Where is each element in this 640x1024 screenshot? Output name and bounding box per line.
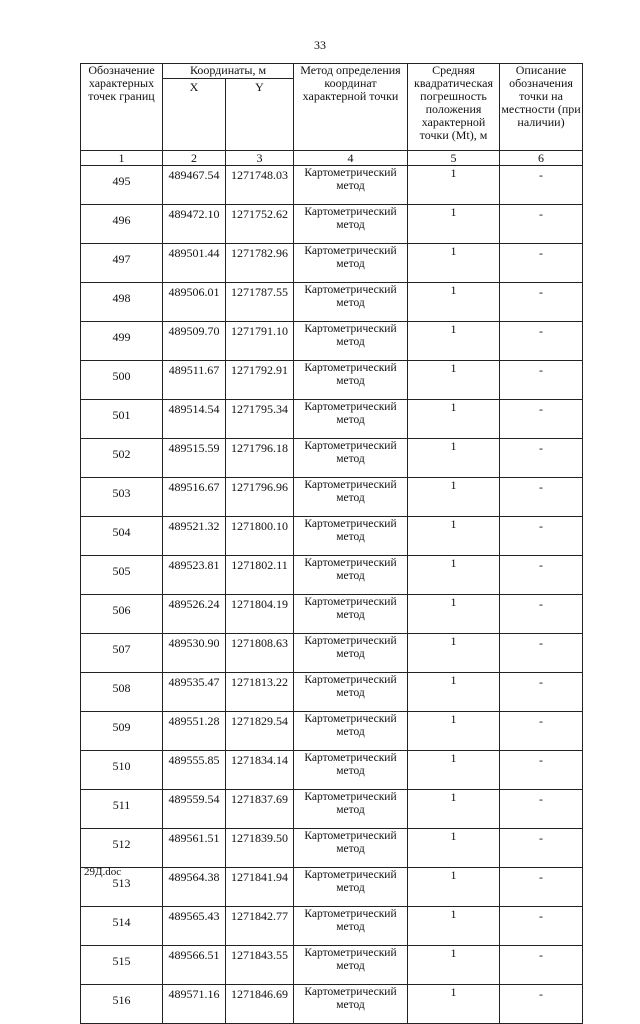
description-cell: - [500, 829, 583, 868]
method-cell: Картометрический метод [294, 946, 408, 985]
accuracy-cell: 1 [408, 205, 500, 244]
accuracy-cell: 1 [408, 868, 500, 907]
accuracy-cell: 1 [408, 946, 500, 985]
y-coordinate-cell: 1271839.50 [226, 829, 294, 868]
x-coordinate-cell: 489467.54 [163, 166, 226, 205]
accuracy-cell: 1 [408, 595, 500, 634]
x-coordinate-cell: 489555.85 [163, 751, 226, 790]
y-coordinate-cell: 1271800.10 [226, 517, 294, 556]
description-cell: - [500, 985, 583, 1024]
table-row [81, 595, 583, 634]
point-cell: 516 [81, 985, 163, 1024]
y-coordinate-cell: 1271796.18 [226, 439, 294, 478]
table-row [81, 400, 583, 439]
method-cell: Картометрический метод [294, 712, 408, 751]
footer-filename: 29Д.doc [84, 866, 122, 878]
description-cell: - [500, 361, 583, 400]
accuracy-cell: 1 [408, 283, 500, 322]
description-cell: - [500, 205, 583, 244]
y-coordinate-cell: 1271795.34 [226, 400, 294, 439]
accuracy-cell: 1 [408, 478, 500, 517]
column-number-row [81, 151, 583, 166]
accuracy-cell: 1 [408, 517, 500, 556]
point-cell: 495 [81, 166, 163, 205]
point-cell: 502 [81, 439, 163, 478]
x-coordinate-cell: 489561.51 [163, 829, 226, 868]
description-cell: - [500, 790, 583, 829]
y-coordinate-cell: 1271841.94 [226, 868, 294, 907]
accuracy-cell: 1 [408, 712, 500, 751]
y-coordinate-cell: 1271804.19 [226, 595, 294, 634]
table-body [81, 166, 583, 1024]
accuracy-cell: 1 [408, 751, 500, 790]
point-cell: 504 [81, 517, 163, 556]
coordinates-table [80, 63, 583, 1024]
method-cell: Картометрический метод [294, 283, 408, 322]
method-cell: Картометрический метод [294, 166, 408, 205]
table-row [81, 205, 583, 244]
method-cell: Картометрический метод [294, 634, 408, 673]
table-row [81, 790, 583, 829]
table-row [81, 478, 583, 517]
y-coordinate-cell: 1271752.62 [226, 205, 294, 244]
method-cell: Картометрический метод [294, 595, 408, 634]
description-cell: - [500, 907, 583, 946]
y-coordinate-cell: 1271837.69 [226, 790, 294, 829]
x-coordinate-cell: 489565.43 [163, 907, 226, 946]
accuracy-cell: 1 [408, 790, 500, 829]
x-coordinate-cell: 489511.67 [163, 361, 226, 400]
description-cell: - [500, 517, 583, 556]
y-coordinate-cell: 1271829.54 [226, 712, 294, 751]
method-cell: Картометрический метод [294, 790, 408, 829]
method-cell: Картометрический метод [294, 985, 408, 1024]
table-row [81, 361, 583, 400]
x-coordinate-cell: 489526.24 [163, 595, 226, 634]
accuracy-cell: 1 [408, 322, 500, 361]
table-row [81, 634, 583, 673]
point-cell: 514 [81, 907, 163, 946]
point-cell: 499 [81, 322, 163, 361]
x-coordinate-cell: 489506.01 [163, 283, 226, 322]
x-coordinate-cell: 489551.28 [163, 712, 226, 751]
point-cell: 496 [81, 205, 163, 244]
point-cell: 509 [81, 712, 163, 751]
table-row [81, 868, 583, 907]
description-cell: - [500, 166, 583, 205]
column-number: 2 [163, 151, 226, 166]
y-coordinate-cell: 1271792.91 [226, 361, 294, 400]
accuracy-cell: 1 [408, 439, 500, 478]
header-method: Метод определения координат характерной точки [294, 64, 408, 151]
page-number: 33 [314, 38, 326, 52]
description-cell: - [500, 868, 583, 907]
y-coordinate-cell: 1271813.22 [226, 673, 294, 712]
x-coordinate-cell: 489535.47 [163, 673, 226, 712]
x-coordinate-cell: 489566.51 [163, 946, 226, 985]
point-cell: 503 [81, 478, 163, 517]
header-point: Обозначение характерных точек границ [81, 64, 163, 151]
x-coordinate-cell: 489523.81 [163, 556, 226, 595]
y-coordinate-cell: 1271796.96 [226, 478, 294, 517]
method-cell: Картометрический метод [294, 361, 408, 400]
accuracy-cell: 1 [408, 829, 500, 868]
method-cell: Картометрический метод [294, 868, 408, 907]
table-row [81, 283, 583, 322]
header-description: Описание обозначения точки на местности (при наличии) [500, 64, 583, 151]
method-cell: Картометрический метод [294, 517, 408, 556]
x-coordinate-cell: 489509.70 [163, 322, 226, 361]
table-row [81, 829, 583, 868]
accuracy-cell: 1 [408, 634, 500, 673]
y-coordinate-cell: 1271787.55 [226, 283, 294, 322]
point-cell: 512 [81, 829, 163, 868]
column-number: 4 [294, 151, 408, 166]
method-cell: Картометрический метод [294, 907, 408, 946]
method-cell: Картометрический метод [294, 829, 408, 868]
y-coordinate-cell: 1271842.77 [226, 907, 294, 946]
y-coordinate-cell: 1271782.96 [226, 244, 294, 283]
x-coordinate-cell: 489559.54 [163, 790, 226, 829]
point-cell: 510 [81, 751, 163, 790]
table-row [81, 244, 583, 283]
x-coordinate-cell: 489530.90 [163, 634, 226, 673]
method-cell: Картометрический метод [294, 244, 408, 283]
point-cell: 501 [81, 400, 163, 439]
description-cell: - [500, 400, 583, 439]
point-cell: 515 [81, 946, 163, 985]
description-cell: - [500, 322, 583, 361]
x-coordinate-cell: 489571.16 [163, 985, 226, 1024]
description-cell: - [500, 712, 583, 751]
x-coordinate-cell: 489514.54 [163, 400, 226, 439]
header-coords: Координаты, м [163, 64, 294, 79]
point-cell: 505 [81, 556, 163, 595]
table-row [81, 439, 583, 478]
table-row [81, 751, 583, 790]
y-coordinate-cell: 1271846.69 [226, 985, 294, 1024]
y-coordinate-cell: 1271791.10 [226, 322, 294, 361]
point-cell: 500 [81, 361, 163, 400]
description-cell: - [500, 439, 583, 478]
table-row [81, 166, 583, 205]
point-cell: 511 [81, 790, 163, 829]
method-cell: Картометрический метод [294, 556, 408, 595]
accuracy-cell: 1 [408, 556, 500, 595]
accuracy-cell: 1 [408, 673, 500, 712]
accuracy-cell: 1 [408, 166, 500, 205]
method-cell: Картометрический метод [294, 478, 408, 517]
table-row [81, 907, 583, 946]
description-cell: - [500, 556, 583, 595]
point-cell: 513 [81, 868, 163, 907]
point-cell: 498 [81, 283, 163, 322]
point-cell: 508 [81, 673, 163, 712]
header-x: X [163, 79, 226, 151]
description-cell: - [500, 946, 583, 985]
point-cell: 507 [81, 634, 163, 673]
column-number: 3 [226, 151, 294, 166]
table-row [81, 322, 583, 361]
accuracy-cell: 1 [408, 985, 500, 1024]
description-cell: - [500, 283, 583, 322]
description-cell: - [500, 634, 583, 673]
x-coordinate-cell: 489515.59 [163, 439, 226, 478]
accuracy-cell: 1 [408, 244, 500, 283]
header-y: Y [226, 79, 294, 151]
header-accuracy: Средняя квадратическая погрешность положения характерной точки (Mt), м [408, 64, 500, 151]
description-cell: - [500, 595, 583, 634]
table-row [81, 985, 583, 1024]
column-number: 5 [408, 151, 500, 166]
y-coordinate-cell: 1271808.63 [226, 634, 294, 673]
table-row [81, 556, 583, 595]
x-coordinate-cell: 489501.44 [163, 244, 226, 283]
accuracy-cell: 1 [408, 361, 500, 400]
y-coordinate-cell: 1271748.03 [226, 166, 294, 205]
y-coordinate-cell: 1271834.14 [226, 751, 294, 790]
y-coordinate-cell: 1271802.11 [226, 556, 294, 595]
column-number: 6 [500, 151, 583, 166]
description-cell: - [500, 751, 583, 790]
accuracy-cell: 1 [408, 400, 500, 439]
table-row [81, 712, 583, 751]
column-number: 1 [81, 151, 163, 166]
point-cell: 506 [81, 595, 163, 634]
x-coordinate-cell: 489564.38 [163, 868, 226, 907]
x-coordinate-cell: 489516.67 [163, 478, 226, 517]
description-cell: - [500, 478, 583, 517]
method-cell: Картометрический метод [294, 751, 408, 790]
x-coordinate-cell: 489472.10 [163, 205, 226, 244]
y-coordinate-cell: 1271843.55 [226, 946, 294, 985]
accuracy-cell: 1 [408, 907, 500, 946]
description-cell: - [500, 244, 583, 283]
table-row [81, 946, 583, 985]
method-cell: Картометрический метод [294, 322, 408, 361]
method-cell: Картометрический метод [294, 205, 408, 244]
table-row [81, 517, 583, 556]
method-cell: Картометрический метод [294, 673, 408, 712]
description-cell: - [500, 673, 583, 712]
x-coordinate-cell: 489521.32 [163, 517, 226, 556]
table-row [81, 673, 583, 712]
method-cell: Картометрический метод [294, 439, 408, 478]
point-cell: 497 [81, 244, 163, 283]
method-cell: Картометрический метод [294, 400, 408, 439]
